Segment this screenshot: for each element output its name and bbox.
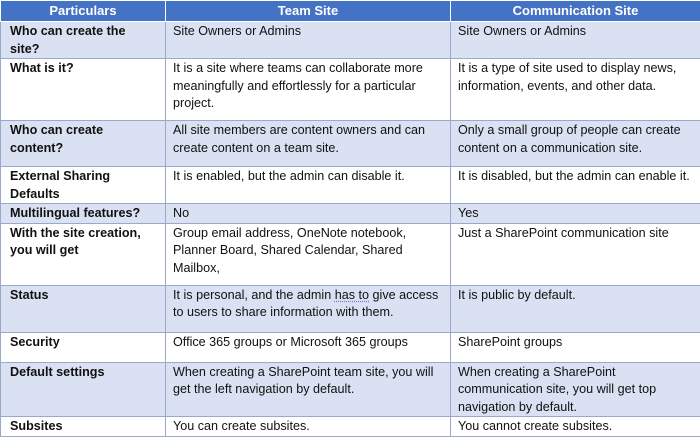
row-label: Status	[1, 285, 166, 332]
communication-site-cell: SharePoint groups	[451, 332, 700, 362]
table-row-what-is-it	[1, 59, 700, 121]
team-site-cell: It is enabled, but the admin can disable it.	[166, 167, 451, 204]
grammar-marked-text: has to	[334, 287, 370, 302]
table-row-security	[1, 332, 700, 362]
row-label: Multilingual features?	[1, 204, 166, 224]
table-row-status	[1, 285, 700, 332]
team-site-cell: Site Owners or Admins	[166, 22, 451, 59]
table-row-who-can-create-content	[1, 121, 700, 167]
header-team-site: Team Site	[166, 1, 451, 22]
team-site-cell: You can create subsites.	[166, 417, 451, 437]
team-site-cell: When creating a SharePoint team site, you will get the left navigation by default.	[166, 362, 451, 417]
row-label: Who can create content?	[1, 121, 166, 167]
table-row-who-can-create-site	[1, 22, 700, 59]
row-label: External Sharing Defaults	[1, 167, 166, 204]
row-label: What is it?	[1, 59, 166, 121]
communication-site-cell: When creating a SharePoint communication site, you will get top navigation by default.	[451, 362, 700, 417]
table-row-default-settings	[1, 362, 700, 417]
table-header	[1, 1, 700, 22]
communication-site-cell: Yes	[451, 204, 700, 224]
row-label: Subsites	[1, 417, 166, 437]
status-text-before: It is personal, and the admin	[173, 287, 335, 302]
team-site-cell	[166, 285, 451, 332]
row-label: Who can create the site?	[1, 22, 166, 59]
communication-site-cell: It is disabled, but the admin can enable it.	[451, 167, 700, 204]
table-row-subsites	[1, 417, 700, 437]
row-label: Security	[1, 332, 166, 362]
table-row-site-creation-includes	[1, 223, 700, 285]
team-site-cell: It is a site where teams can collaborate more meaningfully and effortlessly for a particular project.	[166, 59, 451, 121]
table-row-multilingual	[1, 204, 700, 224]
row-label: With the site creation, you will get	[1, 223, 166, 285]
header-communication-site: Communication Site	[451, 1, 700, 22]
header-particulars: Particulars	[1, 1, 166, 22]
communication-site-cell: You cannot create subsites.	[451, 417, 700, 437]
communication-site-cell: Site Owners or Admins	[451, 22, 700, 59]
header-row	[1, 1, 700, 22]
table-row-external-sharing	[1, 167, 700, 204]
communication-site-cell: Just a SharePoint communication site	[451, 223, 700, 285]
status-text-after: give access to users to share information with them.	[173, 287, 439, 319]
row-label: Default settings	[1, 362, 166, 417]
team-site-cell: Office 365 groups or Microsoft 365 groups	[166, 332, 451, 362]
team-site-cell: No	[166, 204, 451, 224]
team-site-cell: Group email address, OneNote notebook, Planner Board, Shared Calendar, Shared Mailbox,	[166, 223, 451, 285]
communication-site-cell: Only a small group of people can create content on a communication site.	[451, 121, 700, 167]
table-body	[1, 22, 700, 437]
team-site-cell: All site members are content owners and can create content on a team site.	[166, 121, 451, 167]
communication-site-cell: It is a type of site used to display news, information, events, and other data.	[451, 59, 700, 121]
communication-site-cell: It is public by default.	[451, 285, 700, 332]
